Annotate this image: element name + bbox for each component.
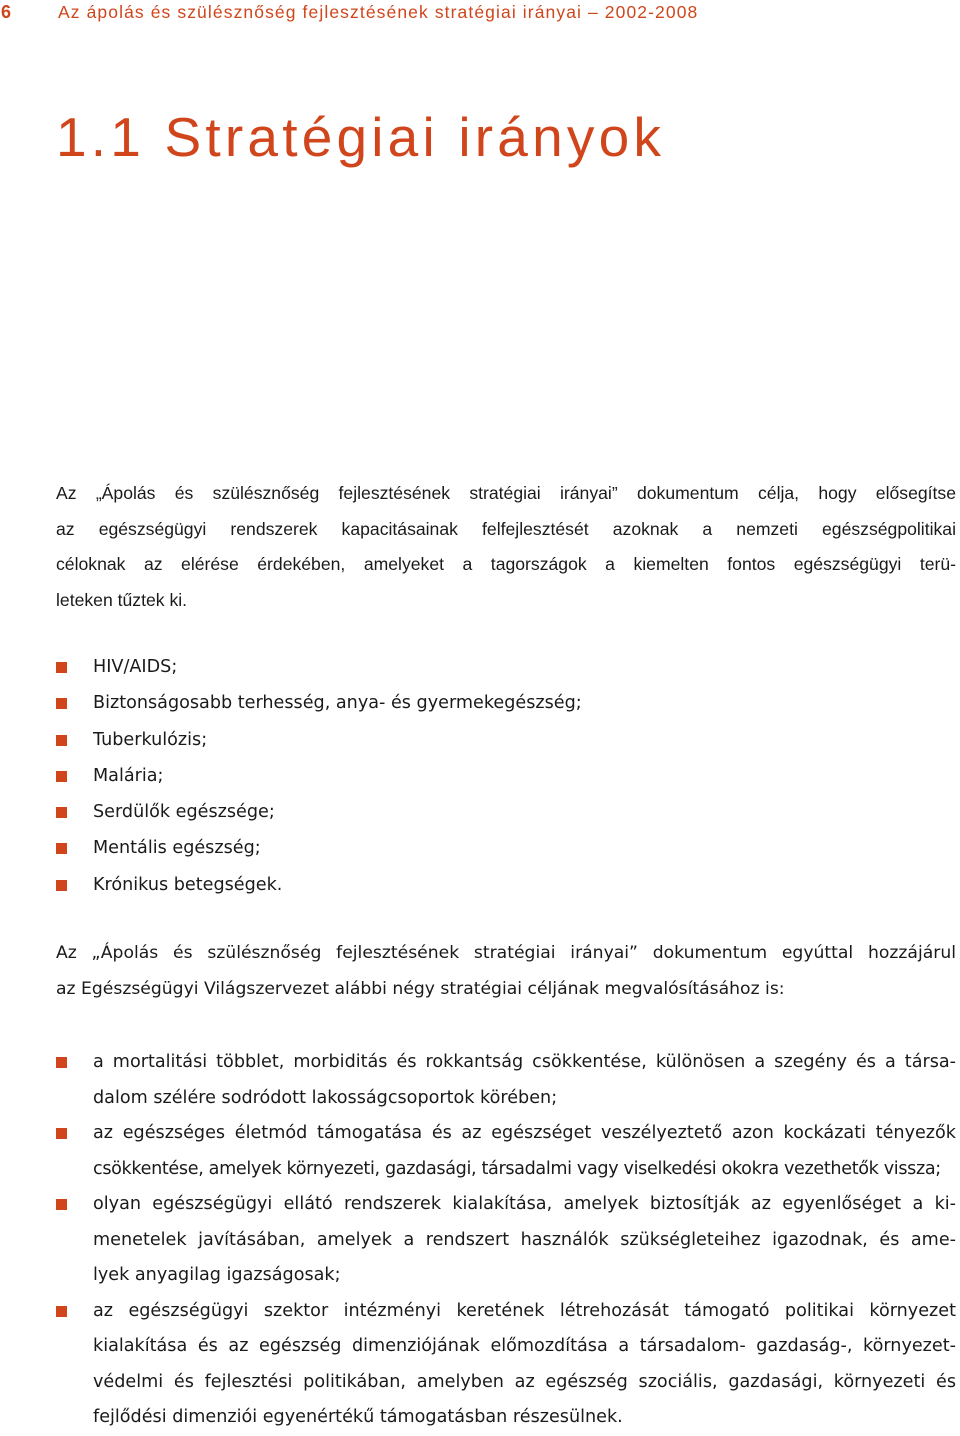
list-item-text: Krónikus betegségek. <box>93 874 283 895</box>
priority-areas-list <box>56 654 956 908</box>
paragraph-line: Az „Ápolás és szülésznőség fejlesztésének stratégiai irányai” dokumentum egyúttal hozzájárul <box>56 943 956 963</box>
list-item-line: dalom szélére sodródott lakosságcsoportok körében; <box>93 1087 558 1108</box>
list-item <box>56 872 956 908</box>
list-item <box>56 1045 956 1116</box>
list-item <box>56 763 956 799</box>
section-heading: 1.1 Stratégiai irányok <box>56 106 666 168</box>
square-bullet-icon <box>56 698 67 709</box>
list-item-line: kialakítása és az egészség dimenziójának előmozdítása a társadalom- gazdaság-, környezet- <box>93 1336 956 1356</box>
list-item-line: lyek anyagilag igazságosak; <box>93 1265 341 1285</box>
list-item <box>56 799 956 835</box>
list-item <box>56 654 956 690</box>
intro-line: céloknak az elérése érdekében, amelyeket a tagországok a kiemelten fontos egészségügyi terü- <box>56 554 956 574</box>
square-bullet-icon <box>56 1306 67 1317</box>
square-bullet-icon <box>56 807 67 818</box>
second-paragraph <box>56 936 956 1007</box>
list-item-line: az egészségügyi szektor intézményi keretének létrehozását támogató politikai környezet <box>93 1300 956 1321</box>
list-item-line: menetelek javításában, amelyek a rendszert használók szükségleteihez igazodnak, és ame- <box>93 1229 956 1250</box>
list-item-text: Mentális egészség; <box>93 838 261 859</box>
intro-line: Az „Ápolás és szülésznőség fejlesztésének stratégiai irányai” dokumentum célja, hogy elősegítse <box>56 483 956 503</box>
square-bullet-icon <box>56 662 67 673</box>
page-header <box>0 0 960 30</box>
square-bullet-icon <box>56 1128 67 1139</box>
running-title: Az ápolás és szülésznőség fejlesztésének stratégiai irányai – 2002-2008 <box>58 2 699 22</box>
list-item <box>56 1294 956 1436</box>
list-item-line: az egészséges életmód támogatása és az egészséget veszélyeztető azon kockázati tényezők <box>93 1123 956 1143</box>
list-item-line: fejlődési dimenziói egyenértékű támogatásban részesülnek. <box>93 1407 623 1427</box>
paragraph-line: az Egészségügyi Világszervezet alábbi négy stratégiai céljának megvalósításához is: <box>56 978 785 999</box>
square-bullet-icon <box>56 880 67 891</box>
list-item-line: olyan egészségügyi ellátó rendszerek kialakítása, amelyek biztosítják az egyenlőséget a ki- <box>93 1194 956 1214</box>
list-item-text: Malária; <box>93 765 164 786</box>
intro-line: leteken tűztek ki. <box>56 589 188 610</box>
intro-paragraph <box>56 476 956 618</box>
list-item <box>56 690 956 726</box>
list-item-text: Biztonságosabb terhesség, anya- és gyermekegészség; <box>93 693 582 714</box>
list-item <box>56 835 956 871</box>
strategic-goals-list <box>56 1045 956 1436</box>
square-bullet-icon <box>56 1199 67 1210</box>
list-item-text: Serdülők egészsége; <box>93 802 275 823</box>
list-item <box>56 727 956 763</box>
list-item-line: csökkentése, amelyek környezeti, gazdasági, társadalmi vagy viselkedési okokra vezethetők vissza; <box>93 1158 941 1179</box>
list-item-line: a mortalitási többlet, morbiditás és rokkantság csökkentése, különösen a szegény és a társa- <box>93 1052 956 1072</box>
square-bullet-icon <box>56 1057 67 1068</box>
list-item <box>56 1187 956 1294</box>
list-item-text: Tuberkulózis; <box>93 729 208 750</box>
page-number: 6 <box>1 2 12 22</box>
list-item <box>56 1116 956 1187</box>
list-item-text: HIV/AIDS; <box>93 657 178 677</box>
square-bullet-icon <box>56 771 67 782</box>
square-bullet-icon <box>56 735 67 746</box>
intro-line: az egészségügyi rendszerek kapacitásainak felfejlesztését azoknak a nemzeti egészségpolitikai <box>56 518 956 539</box>
square-bullet-icon <box>56 843 67 854</box>
list-item-line: védelmi és fejlesztési politikában, amelyben az egészség szociális, gazdasági, környezeti és <box>93 1371 956 1392</box>
